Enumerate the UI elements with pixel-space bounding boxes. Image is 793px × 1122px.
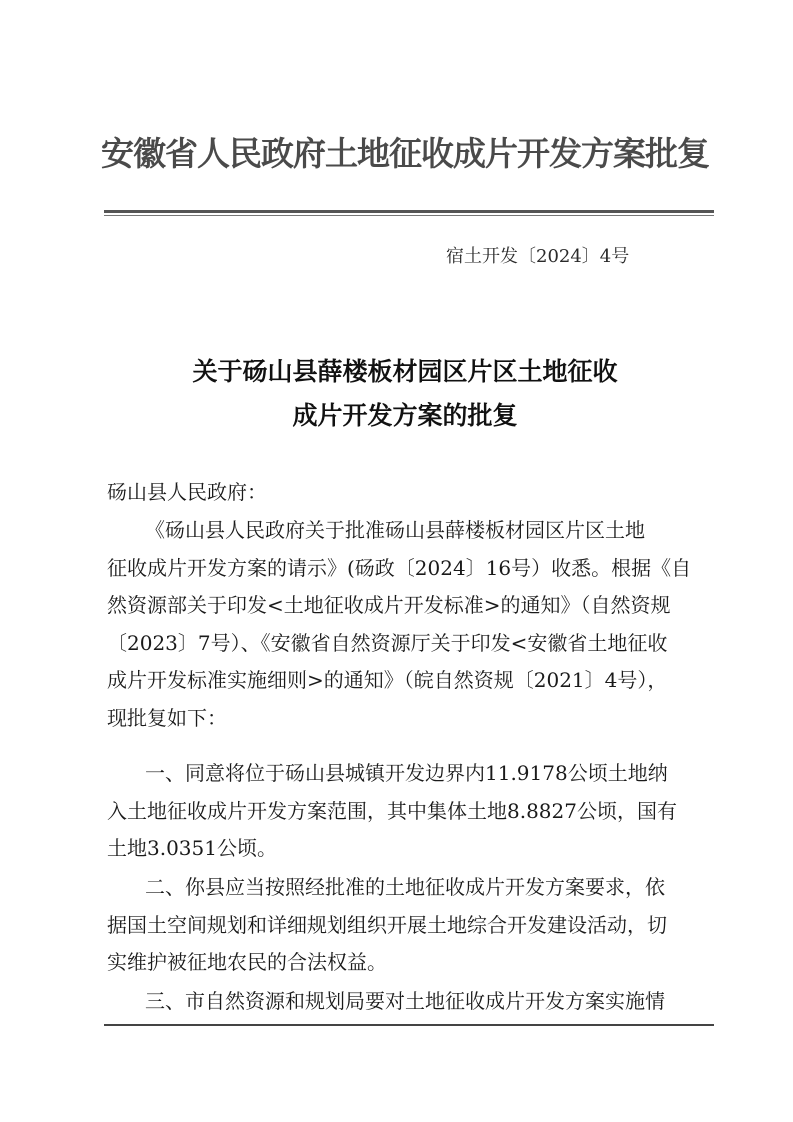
paragraph-2-line: 土地3.0351公顷。 xyxy=(107,836,277,860)
masthead-divider-thin xyxy=(104,215,714,216)
paragraph-2 xyxy=(107,755,712,868)
paragraph-1-line: 然资源部关于印发<土地征收成片开发标准>的通知》（自然资规 xyxy=(107,593,671,617)
paragraph-1-line: 现批复如下： xyxy=(107,705,227,730)
addressee: 砀山县人民政府： xyxy=(107,480,267,504)
paragraph-4-line: 三、市自然资源和规划局要对土地征收成片开发方案实施情 xyxy=(145,989,665,1013)
document-number: 宿土开发〔2024〕4号 xyxy=(446,246,630,267)
paragraph-1-line: 《砀山县人民政府关于批准砀山县薛楼板材园区片区土地 xyxy=(145,518,645,542)
page-bottom-rule xyxy=(104,1024,714,1026)
title-line-1: 关于砀山县薛楼板材园区片区土地征收 xyxy=(192,357,618,386)
paragraph-3-line: 二、你县应当按照经批准的土地征收成片开发方案要求，依 xyxy=(145,875,665,899)
paragraph-3-line: 实维护被征地农民的合法权益。 xyxy=(107,950,387,974)
title-line-2: 成片开发方案的批复 xyxy=(292,401,518,430)
paragraph-3-line: 据国土空间规划和详细规划组织开展土地综合开发建设活动，切 xyxy=(107,912,667,937)
paragraph-3 xyxy=(107,869,712,982)
paragraph-1-line: 征收成片开发方案的请示》(砀政〔2024〕16号）收悉。根据《自 xyxy=(107,555,692,580)
paragraph-2-line: 入土地征收成片开发方案范围，其中集体土地8.8827公顷，国有 xyxy=(107,798,677,823)
paragraph-1-line: 成片开发标准实施细则>的通知》（皖自然资规〔2021〕4号）， xyxy=(107,668,668,692)
document-title xyxy=(100,350,710,438)
paragraph-2-line: 一、同意将位于砀山县城镇开发边界内11.9178公顷土地纳 xyxy=(145,761,668,785)
paragraph-4 xyxy=(107,983,712,1021)
masthead-title: 安徽省人民政府土地征收成片开发方案批复 xyxy=(101,134,709,173)
paragraph-1 xyxy=(107,512,712,737)
paragraph-1-line: 〔2023〕7号）、《安徽省自然资源厅关于印发<安徽省土地征收 xyxy=(107,630,668,655)
masthead-divider-thick xyxy=(104,210,714,213)
